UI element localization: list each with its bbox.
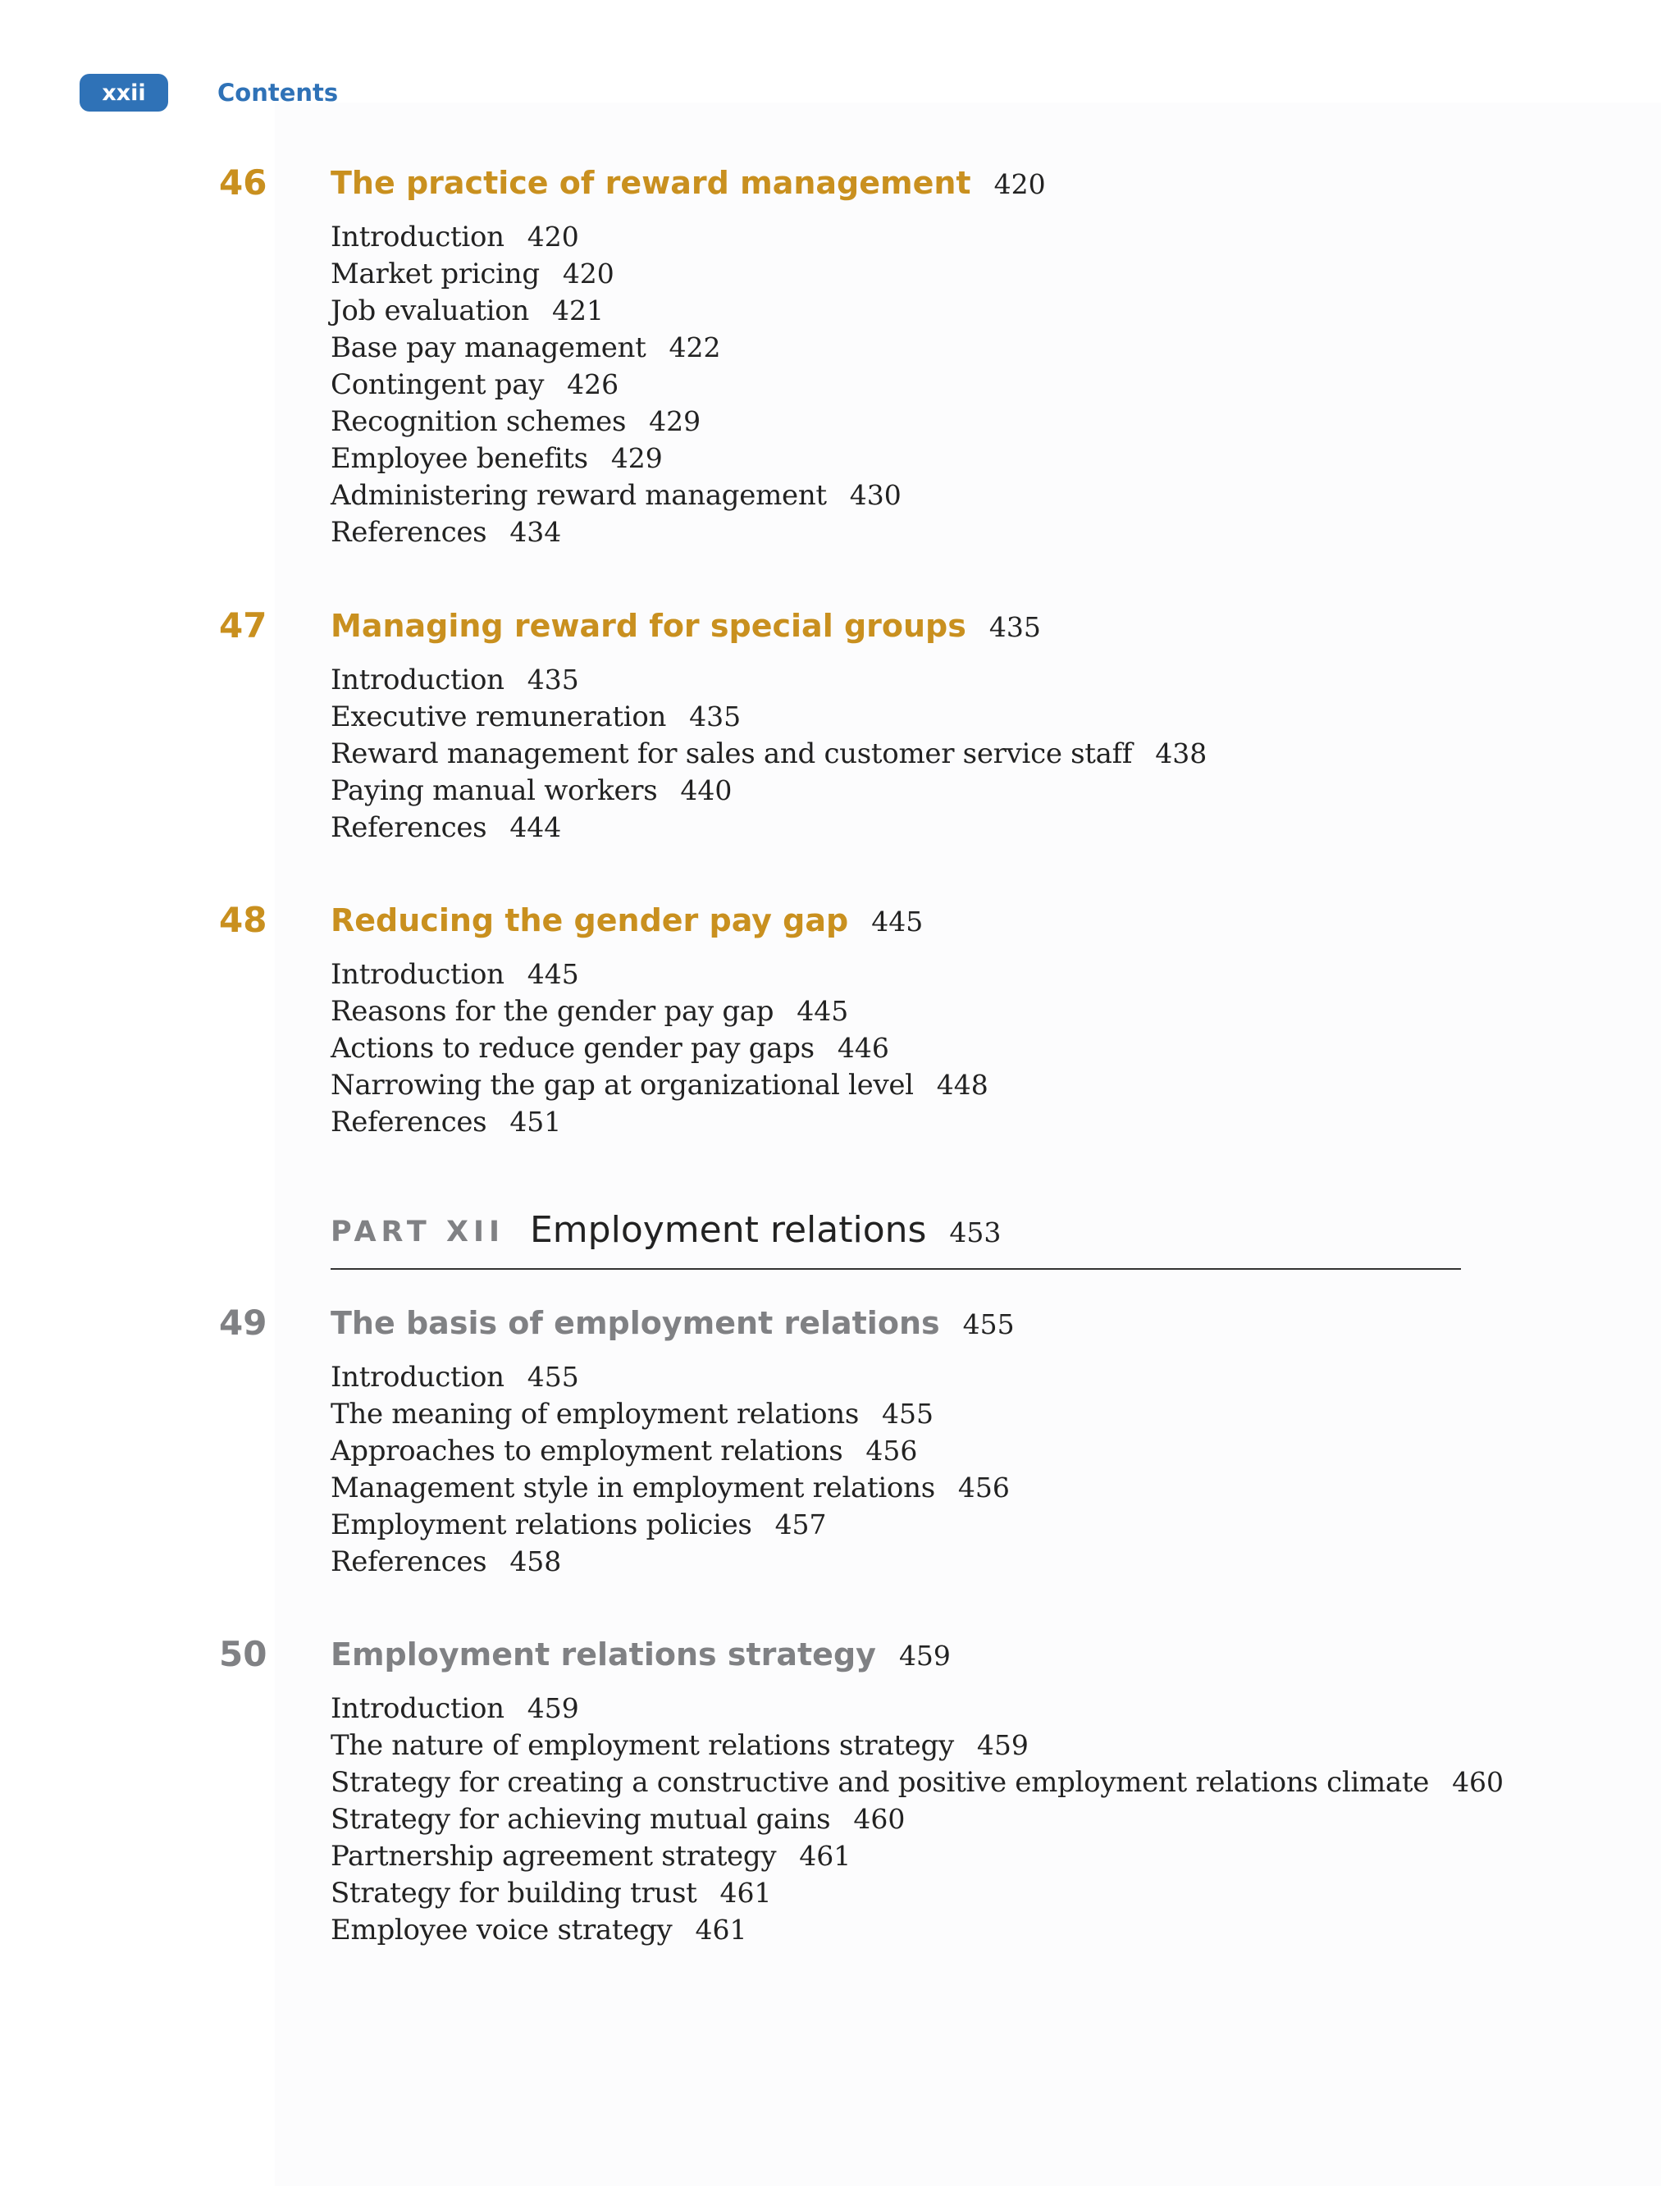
chapter-page: 445 [871,906,924,938]
section-page: 459 [527,1692,579,1724]
section-entry[interactable] [331,993,988,1029]
section-title: Employee benefits [331,442,588,475]
section-entry[interactable] [331,1837,1504,1874]
section-entry[interactable] [331,477,902,513]
section-page: 438 [1155,737,1208,769]
section-entry[interactable] [331,1469,1010,1506]
chapter-number: 49 [219,1303,267,1343]
chapter-heading[interactable] [331,1303,1015,1351]
section-page: 461 [695,1914,747,1946]
section-title: Base pay management [331,331,646,364]
section-page: 455 [882,1398,934,1430]
section-page: 459 [976,1729,1029,1761]
page-header [80,74,338,112]
section-page: 435 [689,701,742,732]
section-title: Strategy for building trust [331,1877,697,1910]
section-entry[interactable] [331,1029,988,1066]
section-list [331,1358,1010,1580]
section-page: 451 [509,1106,562,1138]
section-entry[interactable] [331,1358,1010,1395]
section-page: 455 [527,1361,579,1393]
chapter-number: 46 [219,162,267,203]
section-entry[interactable] [331,1066,988,1103]
section-entry[interactable] [331,809,1207,846]
chapter-title: Reducing the gender pay gap [331,902,849,938]
section-entry[interactable] [331,1874,1504,1911]
chapter-number: 50 [219,1634,267,1674]
section-page: 429 [649,405,701,437]
section-title: Introduction [331,1361,504,1394]
section-title: References [331,1545,487,1578]
section-title: Employment relations policies [331,1508,752,1541]
chapter-page: 435 [988,611,1041,643]
chapter-number: 48 [219,900,267,940]
section-page: 461 [799,1840,851,1872]
section-entry[interactable] [331,403,902,440]
section-title: Management style in employment relations [331,1472,935,1504]
section-page: 435 [527,664,579,696]
part-page: 453 [949,1216,1002,1248]
section-page: 444 [509,811,562,843]
section-title: Introduction [331,664,504,696]
section-page: 460 [1452,1766,1504,1798]
chapter-title: Employment relations strategy [331,1636,876,1673]
section-title: Administering reward management [331,479,827,512]
section-title: References [331,811,487,844]
section-page: 430 [849,479,902,511]
chapter-number: 47 [219,605,267,646]
section-entry[interactable] [331,329,902,366]
section-title: Reward management for sales and customer service staff [331,737,1133,770]
section-page: 458 [509,1545,562,1577]
section-page: 421 [552,294,605,326]
section-page: 440 [680,774,733,806]
section-title: Actions to reduce gender pay gaps [331,1032,815,1065]
section-entry[interactable] [331,513,902,550]
chapter-heading[interactable] [331,1634,951,1682]
chapter-title: Managing reward for special groups [331,608,966,644]
section-title: Approaches to employment relations [331,1435,843,1467]
section-title: Introduction [331,221,504,253]
section-list [331,218,902,550]
section-title: Market pricing [331,258,540,290]
section-title: Recognition schemes [331,405,627,438]
section-entry[interactable] [331,440,902,477]
section-title: Paying manual workers [331,774,658,807]
section-entry[interactable] [331,218,902,255]
section-title: Introduction [331,1692,504,1725]
section-list [331,1690,1504,1948]
section-title: Strategy for creating a constructive and positive employment relations climate [331,1766,1430,1799]
section-entry[interactable] [331,698,1207,735]
section-entry[interactable] [331,1690,1504,1727]
section-entry[interactable] [331,1911,1504,1948]
section-page: 420 [527,221,579,253]
chapter-heading[interactable] [331,605,1041,654]
chapter-title: The basis of employment relations [331,1305,940,1341]
section-entry[interactable] [331,1764,1504,1800]
section-title: Strategy for achieving mutual gains [331,1803,831,1836]
page-number-badge: xxii [80,74,168,112]
section-title: Job evaluation [331,294,530,327]
section-entry[interactable] [331,292,902,329]
section-entry[interactable] [331,1727,1504,1764]
section-page: 456 [957,1472,1010,1504]
section-title: Contingent pay [331,368,545,401]
chapter-heading[interactable] [331,162,1046,211]
section-entry[interactable] [331,1506,1010,1543]
section-page: 457 [774,1508,827,1540]
section-page: 422 [669,331,721,363]
section-entry[interactable] [331,1800,1504,1837]
section-list [331,661,1207,846]
section-entry[interactable] [331,1103,988,1140]
section-entry[interactable] [331,772,1207,809]
section-title: Partnership agreement strategy [331,1840,777,1873]
section-entry[interactable] [331,956,988,993]
section-entry[interactable] [331,1395,1010,1432]
section-page: 461 [719,1877,772,1909]
section-title: Executive remuneration [331,701,667,733]
chapter-title: The practice of reward management [331,165,971,201]
section-page: 429 [610,442,663,474]
section-title: The meaning of employment relations [331,1398,860,1431]
section-entry[interactable] [331,1432,1010,1469]
part-heading[interactable] [331,1206,1461,1270]
part-label: PART XII [331,1216,504,1248]
section-page: 446 [837,1032,889,1064]
section-title: The nature of employment relations strategy [331,1729,954,1762]
section-page: 426 [567,368,619,400]
section-entry[interactable] [331,735,1207,772]
section-title: Reasons for the gender pay gap [331,995,774,1028]
section-page: 448 [936,1069,988,1101]
section-page: 420 [562,258,614,290]
section-title: References [331,516,487,549]
section-entry[interactable] [331,255,902,292]
section-list [331,956,988,1140]
section-page: 445 [527,958,579,990]
section-entry[interactable] [331,661,1207,698]
section-title: References [331,1106,487,1139]
section-page: 445 [797,995,849,1027]
chapter-page: 420 [993,168,1046,200]
section-entry[interactable] [331,1543,1010,1580]
section-page: 456 [865,1435,918,1467]
running-head: Contents [217,79,339,107]
part-title: Employment relations [530,1209,927,1251]
part-title-line [530,1209,1001,1251]
section-page: 434 [509,516,562,548]
section-title: Narrowing the gap at organizational level [331,1069,914,1102]
chapter-page: 455 [962,1308,1015,1340]
section-page: 460 [853,1803,906,1835]
section-entry[interactable] [331,366,902,403]
chapter-heading[interactable] [331,900,923,948]
section-title: Introduction [331,958,504,991]
section-title: Employee voice strategy [331,1914,673,1946]
chapter-page: 459 [898,1640,951,1672]
